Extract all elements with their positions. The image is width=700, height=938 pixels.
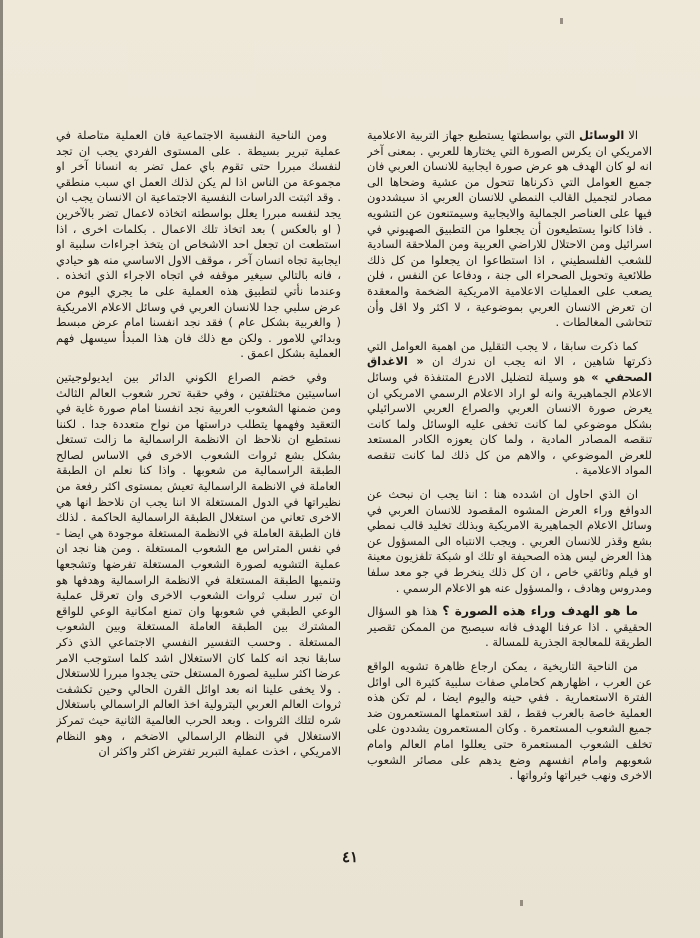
- right-paragraph-3: ان الذي احاول ان اشدده هنا : اننا يجب ان نبحث عن الدوافع وراء العرض المشوه المقصود للانسان العربي في وسائل الاعلام الجماهيرية الامريكية وبذلك تخليد قالب نمطي بشع وقذر للانسان العربي . ويجب الانتباه الى المسؤول عن هذا العرض ليس هذه الصحيفة او تلك او شبكة تلفزيون معينة او فيلم وثائقي خاص ، ان كل ذلك ينخرط في جو معد سلفا ومدروس وهادف ، والمسؤول عنه هو الاعلام الرسمي .: [367, 487, 652, 595]
- section-question-heading: ما هو الهدف وراء هذه الصورة ؟: [442, 604, 638, 619]
- right-paragraph-2: [367, 339, 652, 479]
- highlighted-term: « الاغداق الصحفي »: [367, 354, 652, 384]
- page-edge-shadow: [0, 0, 3, 938]
- right-paragraph-5: من الناحية التاريخية ، يمكن ارجاع ظاهرة تشويه الواقع عن العرب ، اظهارهم كحاملي صفات سلبية كثيرة الى اوائل الفترة الاستعمارية . ففي حينه واليوم ايضا ، لم تكن هذه العملية خاصة بالعرب فقط ، لقد استعملها المستعمرون ضد جميع الشعوب المستعمرة . وكان المستعمرون يشددون على تخلف الشعوب المستعمرة حتى يعللوا امام العالم وامام شعوبهم وامام انفسهم وضع يدهم على مصائر الشعوب الاخرى ونهب خيراتها وثرواتها .: [367, 659, 652, 783]
- paragraph-lead: الا: [624, 128, 638, 142]
- left-paragraph-1: ومن الناحية النفسية الاجتماعية فان العملية متاصلة في عملية تبرير بسيطة . على المستوى الفردي يجب ان تجد لنفسك مبررا حتى تقوم باي عمل تضر به انسانا آخر او مجموعة من الناس اذا لم يكن لذلك العمل اي سبب منطقي . وقد اثبتت الدراسات النفسية الاجتماعية ان الانسان يجب ان يجد لنفسه مبررا يعلل بواسطته اتخاذه لاعمال تضر بالآخرين ( او بالعكس ) بعد اتخاذ تلك الاعمال . بكلمات اخرى ، اذا استطعت ان تجعل احد الاشخاص ان يتخذ اجراءات سلبية او ايجابية تجاه انسان آخر ، موقف الاول الاساسي منه هو حيادي ، فانه بالتالي سيغير موقفه في اتجاه الاجراء الذي اتخذه . وعندما نأتي لتطبيق هذه العملية على ما يجري اليوم من عرض سلبي جدا للانسان العربي في وسائل الاعلام الامريكية ( والغربية بشكل عام ) فقد نجد انفسنا امام عرض مبسط وبدائي للامور . ولكن مع ذلك فان هذا المبدأ سيسهل فهم العملية بشكل اعمق .: [56, 128, 341, 361]
- paragraph-lead: كما ذكرت سابقا ، لا يجب التقليل من اهمية العوامل التي ذكرتها شاهين ، الا انه يجب ان ندرك ان: [367, 338, 652, 369]
- right-column: [367, 128, 652, 828]
- text-columns: [56, 128, 652, 828]
- paragraph-text: هو وسيلة لتضليل الادرع المتنفذة في وسائل الاعلام الجماهيرية وانه لو اراد الاعلام الرسمي الامريكي ان يعرض صورة الانسان العربي والصراع العربي الاسرائيلي بشكل موضوعي لما كانت تخفى عليه الوسائل ولما كانت تنقصه المصادر المادية ، ولما كان يعوزه الكادر المستعد للعرض الموضوعي ، والاهم من كل ذلك لما كانت تنقصه المواد الاعلامية .: [367, 369, 652, 478]
- scan-mark: [560, 18, 563, 24]
- right-paragraph-1: [367, 128, 652, 331]
- highlighted-term: الوسائل: [579, 128, 625, 142]
- paragraph-text: هذا هو السؤال الحقيقي . اذا عرفنا الهدف فانه سيصبح من الممكن تقصير الطريقة للمعالجة الجذرية للمسالة .: [367, 604, 652, 650]
- right-paragraph-4: [367, 604, 652, 651]
- left-column: [56, 128, 341, 828]
- scan-mark: [520, 900, 523, 906]
- left-paragraph-2: وفي خضم الصراع الكوني الدائر بين ايديولوجيتين اساسيتين مختلفتين ، وفي حقبة تحرر شعوب العالم الثالث ومن ضمنها الشعوب العربية نجد انفسنا امام صورة غاية في التعقيد وفهمها يتطلب دراستها من نواح متعددة جدا . لكننا نستطيع ان نلاحظ ان الانظمة الراسمالية ما زالت تستغل بشكل بشع ثروات الشعوب الاخرى في الاساس لصالح الطبقة الراسمالية من شعوبها . واذا كنا نعلم ان الطبقة العاملة في الانظمة الراسمالية تعيش بمستوى اكثر رفعة من نظيراتها في الدول المستغلة الا اننا يجب ان نلاحظ انها هي الاخرى تعاني من استغلال الطبقة الراسمالية الحاكمة . لذلك فان الطبقة العاملة في الانظمة المستغلة موجودة هي ايضا - في نفس المتراس مع الشعوب المستغلة . ومن هنا نجد ان عملية التشويه لصورة الشعوب المستغلة تفرضها وتشجعها وتنميها الطبقة المستغلة في الانظمة الراسمالية وهدفها هو ان تبرر سلب ثروات الشعوب الاخرى وان تعرقل عملية الوعي الطبقي في شعوبها وان تمنع امكانية الوعي للواقع المشترك بين الطبقة العاملة المستغلة وبين الشعوب المستغلة . وحسب التفسير النفسي الاجتماعي الذي ذكر سابقا نجد انه كلما كان الاستغلال اشد كلما استوجب الامر عرضا اكثر سلبية لصورة المستغل حتى يجدوا مبررا للاستغلال . ولا يخفى علينا انه بعد اوائل القرن الحالي وحين تكشفت ثروات العالم العربي البترولية اخذ العالم الراسمالي باستغلال شره لتلك الثروات . وبعد الحرب العالمية الثانية حيث تمركز الاستغلال في النظام الراسمالي الاضخم ، وهو النظام الامريكي ، اخذت عملية التبرير تفترض اكثر واكثر ان: [56, 369, 341, 759]
- paragraph-text: التي بواسطتها يستطيع جهاز التربية الاعلامية الامريكي ان يكرس الصورة التي يختارها للعربي . بمعنى آخر انه لو كان الهدف هو عرض صورة ايجابية للانسان العربي فان جميع العوامل التي ذكرناها تتحول من عشية وضحاها الى مصادر لتجميل القالب النمطي للانسان العربي اذ سيشددون فيها على العناصر الجمالية والايجابية وسيمتنعون عن التشويه . فاذا كانوا يستطيعون أن يجعلوا من التطبيق الصهيوني في اسرائيل ومن الاحتلال للاراضي العربية ومن الملاحقة السادية للشعب الفلسطيني ، اذا استطاعوا ان يجعلوا من كل ذلك طلائعية وتحويل الصحراء الى جنة ، ودفاعا عن النفس ، فلن يصعب على العمليات الاعلامية الامريكية الضخمة والمعقدة ان تعرض الانسان العربي بموضوعية ، لا اكثر ولا اقل وأن تتحاشى المغالطات .: [367, 128, 652, 330]
- page-number: ٤١: [341, 848, 359, 866]
